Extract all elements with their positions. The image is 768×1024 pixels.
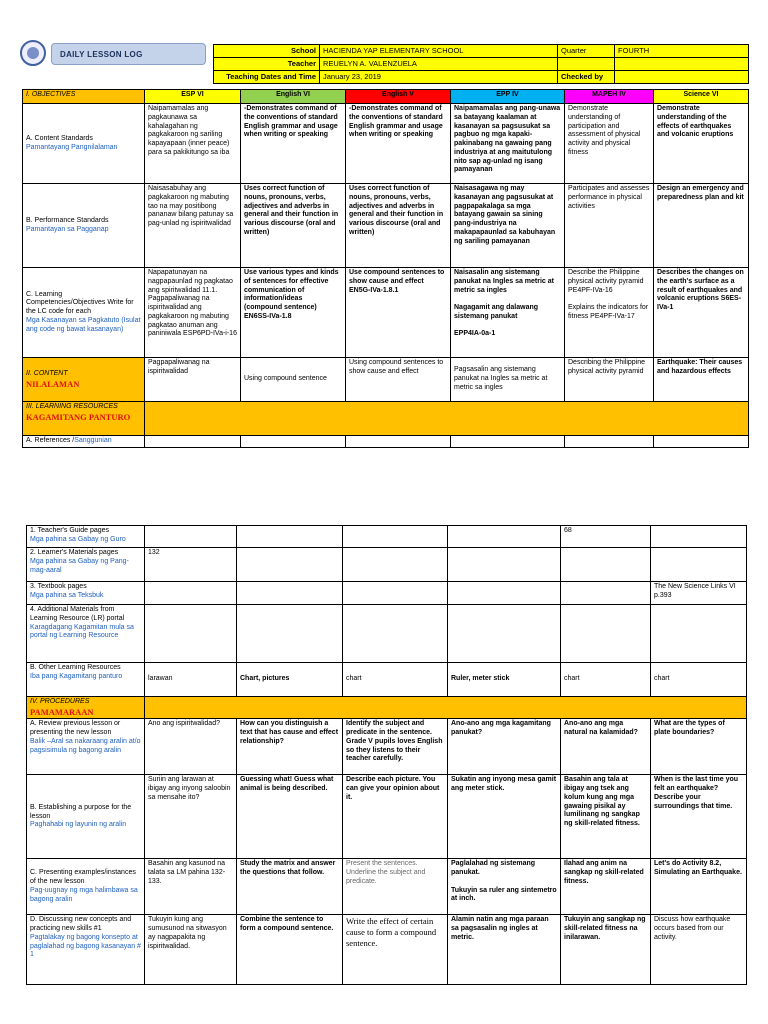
cell: Use various types and kinds of sentences for effective communication of information/ideas (compound sentence) EN6SS-IVa-1.8 (241, 268, 346, 358)
resources-label: III. LEARNING RESOURCES KAGAMITANG PANTURO (23, 402, 145, 436)
cell: What are the types of plate boundaries? (651, 719, 747, 775)
cell: Tukuyin ang sangkap ng skill-related fitness na inilarawan. (561, 915, 651, 985)
procedures-label: IV. PROCEDURES PAMAMARAAN (27, 697, 145, 719)
cell: Study the matrix and answer the questions that follow. (237, 859, 343, 915)
school-label: School (214, 45, 320, 58)
cell: larawan (145, 663, 237, 697)
cell: How can you distinguish a text that has cause and effect relationship? (237, 719, 343, 775)
cell: Sukatin ang inyong mesa gamit ang meter stick. (448, 775, 561, 859)
school-value: HACIENDA YAP ELEMENTARY SCHOOL (320, 45, 558, 58)
cell: Suriin ang larawan at ibigay ang inyong saloobin sa mensahe ito? (145, 775, 237, 859)
cell: chart (651, 663, 747, 697)
cell: Describes the changes on the earth's surface as a result of earthquakes and volcanic eruptions S6ES-IVa-1 (654, 268, 749, 358)
cell: Naisasabuhay ang pagkakaroon ng mabuting tao na may positibong pananaw bilang patunay sa pag-unlad ng ispiritwalidad (145, 184, 241, 268)
col-science: Science VI (654, 90, 749, 104)
cell: Participates and assesses performance in physical activities (565, 184, 654, 268)
cell: Chart, pictures (237, 663, 343, 697)
cell: Let's do Activity 8.2, Simulating an Earthquake. (651, 859, 747, 915)
cell: Uses correct function of nouns, pronouns, verbs, adjectives and adverbs in general and their function in various discourse (oral and written) (346, 184, 451, 268)
cell: When is the last time you felt an earthquake? Describe your surroundings that time. (651, 775, 747, 859)
review-label: A. Review previous lesson or presenting the new lesson Balik –Aral sa nakaraang aralin at/o pagsisimula ng bagong aralin (27, 719, 145, 775)
col-english6: English VI (241, 90, 346, 104)
cell: Uses correct function of nouns, pronouns, verbs, adjectives and adverbs in general and their function in various discourse (oral and written) (241, 184, 346, 268)
page-title: DAILY LESSON LOG (51, 43, 206, 65)
checked-label: Checked by (558, 71, 615, 84)
cell: Pagsasalin ang sistemang panukat na Ingles sa metric at metric sa ingles (451, 358, 565, 402)
discussing-label: D. Discussing new concepts and practicing new skills #1 Pagtalakay ng bagong konsepto at paglalahad ng bagong kasanayan # 1 (27, 915, 145, 985)
cell: Combine the sentence to form a compound sentence. (237, 915, 343, 985)
cell: Ruler, meter stick (448, 663, 561, 697)
references-label: A. References /Sanggunian (23, 436, 145, 448)
cell: Describe the Philippine physical activity pyramid PE4PF-IVa-16 Explains the indicators for fitness PE4PF-IVa-17 (565, 268, 654, 358)
cell: Ilahad ang anim na sangkap ng skill-related fitness. (561, 859, 651, 915)
cell: Using compound sentence (241, 358, 346, 402)
performance-standards-label: B. Performance Standards Pamantayan sa Pagganap (23, 184, 145, 268)
header-table (213, 44, 749, 84)
cell: 68 (561, 526, 651, 548)
cell: Design an emergency and preparedness plan and kit (654, 184, 749, 268)
cell: The New Science Links VI p.393 (651, 582, 747, 605)
objectives-header: I. OBJECTIVES (23, 90, 145, 104)
cell: Describing the Philippine physical activity pyramid (565, 358, 654, 402)
additional-materials-label: 4. Additional Materials from Learning Resource (LR) portal Karagdagang Kagamitan mula sa portal ng Learning Resource (27, 605, 145, 663)
content-label: II. CONTENT NILALAMAN (23, 358, 145, 402)
cell: Ano-ano ang mga kagamitang panukat? (448, 719, 561, 775)
cell: Basahin ang tala at ibigay ang tsek ang kolum kung ang mga gawaing pisikal ay lumilinang ng sangkap ng skill-related fitness. (561, 775, 651, 859)
cell: Earthquake: Their causes and hazardous effects (654, 358, 749, 402)
cell: Describe each picture. You can give your opinion about it. (343, 775, 448, 859)
cell: chart (343, 663, 448, 697)
col-epp: EPP IV (451, 90, 565, 104)
teacher-value: REUELYN A. VALENZUELA (320, 58, 558, 71)
quarter-label: Quarter (558, 45, 615, 58)
textbook-label: 3. Textbook pages Mga pahina sa Teksbuk (27, 582, 145, 605)
col-mapeh: MAPEH IV (565, 90, 654, 104)
cell: 132 (145, 548, 237, 582)
competencies-label: C. Learning Competencies/Objectives Write for the LC code for each Mga Kasanayan sa Pagkatuto (Isulat ang code ng bawat kasanayan) (23, 268, 145, 358)
cell: Demonstrate understanding of participation and assessment of physical activity and physical fitness (565, 104, 654, 184)
cell: chart (561, 663, 651, 697)
cell: Paglalahad ng sistemang panukat. Tukuyin sa ruler ang sintemetro at inch. (448, 859, 561, 915)
cell: Naisasalin ang sistemang panukat na Ingles sa metric at metric sa ingles Nagagamit ang dalawang sistemang panukat EPP4IA-0a-1 (451, 268, 565, 358)
cell: Present the sentences. Underline the subject and predicate. (343, 859, 448, 915)
cell: Guessing what! Guess what animal is being described. (237, 775, 343, 859)
other-resources-label: B. Other Learning Resources Iba pang Kagamitang panturo (27, 663, 145, 697)
content-standards-label: A. Content Standards Pamantayang Pangnilalaman (23, 104, 145, 184)
col-english5: English V (346, 90, 451, 104)
teachers-guide-label: 1. Teacher's Guide pages Mga pahina sa Gabay ng Guro (27, 526, 145, 548)
purpose-label: B. Establishing a purpose for the lesson Paghahabi ng layunin ng aralin (27, 775, 145, 859)
lesson-table-page2 (26, 525, 747, 985)
cell: -Demonstrates command of the conventions of standard English grammar and usage when writing or speaking (346, 104, 451, 184)
cell: Naipamamalas ang pang-unawa sa batayang kaalaman at kasanayan sa pagsusukat sa pagbuo ng mga kapaki-pakinabang na gawaing pang industriya at ang maitutulong nito sap ag-unlad ng isang pamayanan (451, 104, 565, 184)
cell: Naipamamalas ang pagkaunawa sa kahalagahan ng pagkakaroon ng sariling kapayapaan (inner peace) para sa pakikitungo sa iba (145, 104, 241, 184)
cell: Alamin natin ang mga paraan sa pagsasalin ng ingles at metric. (448, 915, 561, 985)
col-esp: ESP VI (145, 90, 241, 104)
quarter-value: FOURTH (615, 45, 749, 58)
cell: Napapatunayan na nagpapaunlad ng pagkatao ang spiritwalidad 11.1. Pagpapaliwanag na ispiritwalidad ang pagkakaroon ng mabuting pagkatao anuman ang paniniwala ESP6PD-IVa-i-16 (145, 268, 241, 358)
deped-seal-icon (20, 40, 46, 66)
cell: Discuss how earthquake occurs based from our activity. (651, 915, 747, 985)
teacher-label: Teacher (214, 58, 320, 71)
cell: Basahin ang kasunod na talata sa LM pahina 132-133. (145, 859, 237, 915)
cell: Naisasagawa ng may kasanayan ang pagsusukat at pagpapakalaga sa mga batayang gawain sa sining pang-industriya na makapapaunlad sa kabuhayan ng sariling pamayanan (451, 184, 565, 268)
cell: Using compound sentences to show cause and effect (346, 358, 451, 402)
cell: Write the effect of certain cause to form a compound sentence. (343, 915, 448, 985)
lesson-table-page1 (22, 89, 749, 448)
cell: Pagpapaliwanag na ispiritwalidad (145, 358, 241, 402)
cell: Use compound sentences to show cause and effect EN5G-IVa-1.8.1 (346, 268, 451, 358)
cell: -Demonstrates command of the conventions of standard English grammar and usage when writing or speaking (241, 104, 346, 184)
cell: Demonstrate understanding of the effects of earthquakes and volcanic eruptions (654, 104, 749, 184)
cell: Ano ang ispiritwalidad? (145, 719, 237, 775)
cell: Tukuyin kung ang sumusunod na sitwasyon ay nagpapakita ng ispiritwalidad. (145, 915, 237, 985)
dates-label: Teaching Dates and Time (214, 71, 320, 84)
learners-materials-label: 2. Learner's Materials pages Mga pahina sa Gabay ng Pang-mag-aaral (27, 548, 145, 582)
presenting-label: C. Presenting examples/instances of the new lesson Pag-uugnay ng mga halimbawa sa bagong aralin (27, 859, 145, 915)
cell: Ano-ano ang mga natural na kalamidad? (561, 719, 651, 775)
dates-value: January 23, 2019 (320, 71, 558, 84)
cell: Identify the subject and predicate in the sentence. Grade V pupils loves English so they listens to their teacher carefully. (343, 719, 448, 775)
